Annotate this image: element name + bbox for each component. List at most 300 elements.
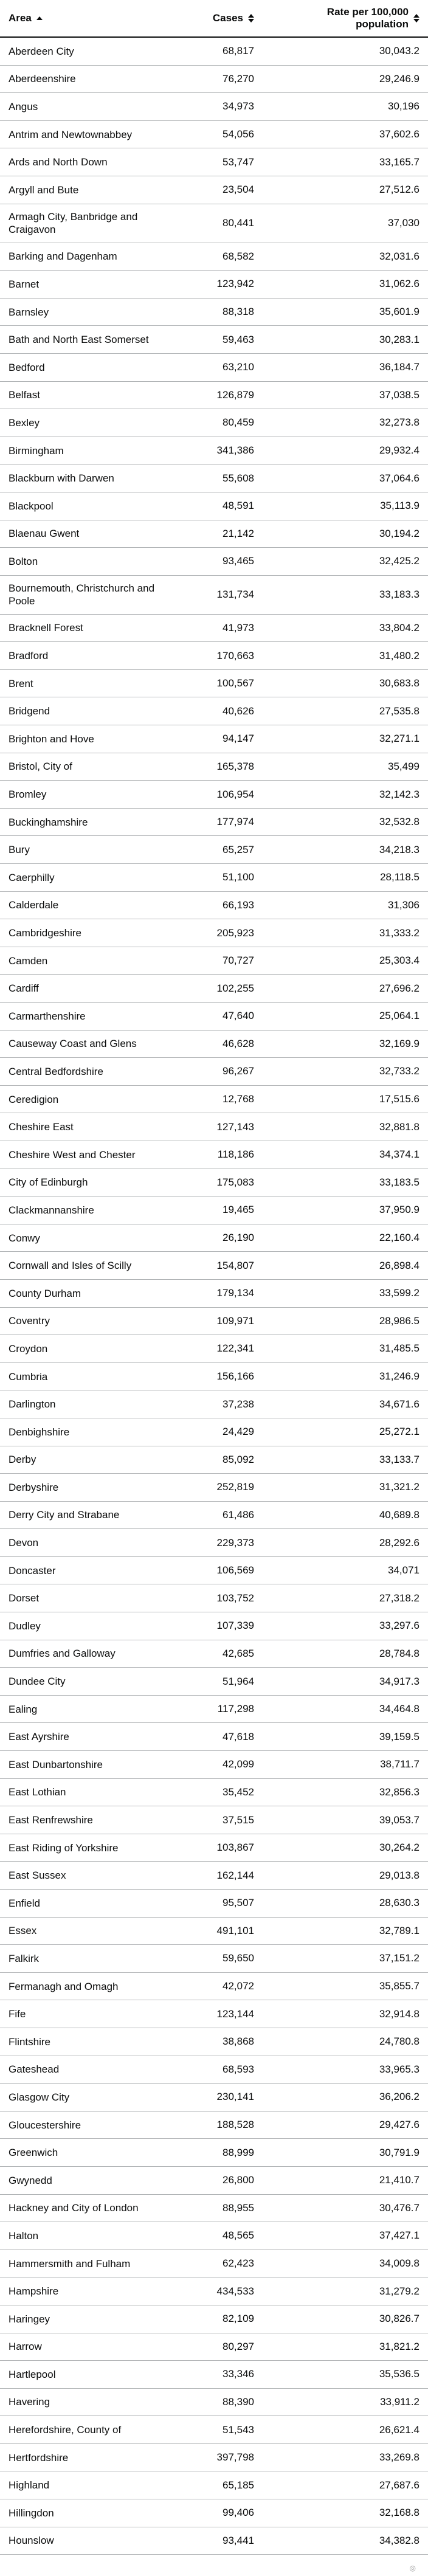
table-row [0, 2361, 428, 2389]
area-cell: Herefordshire, County of [9, 2424, 122, 2436]
area-cell: Angus [9, 100, 38, 112]
area-cell: Dundee City [9, 1676, 66, 1688]
cases-cell: 40,626 [223, 705, 254, 717]
rate-cell: 27,535.8 [379, 705, 419, 717]
rate-cell: 32,271.1 [379, 733, 419, 745]
table-row [0, 1973, 428, 2001]
area-cell: Havering [9, 2396, 50, 2408]
area-cell: Dumfries and Galloway [9, 1648, 116, 1660]
table-row [0, 121, 428, 149]
cases-cell: 65,185 [223, 2479, 254, 2491]
cases-cell: 26,800 [223, 2174, 254, 2186]
table-row [0, 1113, 428, 1141]
table-row [0, 2195, 428, 2223]
area-cell: Croydon [9, 1342, 48, 1355]
area-cell: Brighton and Hove [9, 733, 94, 745]
table-row [0, 2333, 428, 2361]
cases-cell: 26,190 [223, 1232, 254, 1244]
cases-cell: 106,569 [216, 1564, 254, 1576]
area-cell: Calderdale [9, 899, 59, 911]
area-cell: Barnet [9, 278, 40, 290]
area-header-label: Area [9, 12, 32, 24]
area-cell: Bridgend [9, 705, 50, 717]
rate-cell: 36,206.2 [379, 2091, 419, 2103]
table-row [0, 2112, 428, 2139]
cases-cell: 37,238 [223, 1398, 254, 1410]
area-cell: Central Bedfordshire [9, 1065, 103, 1077]
area-cell: Cheshire East [9, 1121, 74, 1133]
area-cell: Buckinghamshire [9, 816, 88, 828]
area-cell: Ards and North Down [9, 156, 108, 168]
area-cell: Bradford [9, 650, 49, 662]
table-row [0, 2167, 428, 2195]
rate-cell: 31,306 [388, 899, 419, 911]
cases-cell: 47,640 [223, 1010, 254, 1022]
cases-cell: 80,297 [223, 2340, 254, 2352]
table-row [0, 919, 428, 947]
cases-cell: 107,339 [216, 1620, 254, 1632]
cases-cell: 188,528 [216, 2119, 254, 2131]
sort-both-icon [248, 13, 254, 23]
area-cell: Dudley [9, 1620, 41, 1632]
rate-cell: 30,264.2 [379, 1842, 419, 1854]
table-row [0, 2056, 428, 2084]
table-row [0, 2416, 428, 2444]
area-cell: Belfast [9, 389, 40, 401]
table-row [0, 642, 428, 670]
area-cell: Bath and North East Somerset [9, 334, 149, 346]
cases-cell: 88,318 [223, 306, 254, 318]
cases-cell: 80,459 [223, 416, 254, 429]
cases-cell: 170,663 [216, 649, 254, 661]
rate-cell: 37,038.5 [379, 388, 419, 401]
sort-ascending-icon [36, 13, 43, 23]
cases-cell: 102,255 [216, 982, 254, 994]
cases-cell: 54,056 [223, 128, 254, 140]
cases-cell: 96,267 [223, 1065, 254, 1077]
area-cell: Brent [9, 677, 33, 689]
area-cell: Gwynedd [9, 2174, 52, 2186]
cases-cell: 48,565 [223, 2229, 254, 2242]
area-cell: Aberdeen City [9, 45, 74, 57]
rate-header-label-line1: Rate per 100,000 [326, 6, 409, 18]
cases-cell: 103,867 [216, 1842, 254, 1854]
rate-cell: 33,911.2 [380, 2395, 419, 2408]
table-row [0, 2222, 428, 2250]
rate-cell: 33,183.5 [379, 1176, 419, 1188]
cases-cell: 12,768 [223, 1093, 254, 1105]
cases-cell: 46,628 [223, 1037, 254, 1049]
table-row [0, 66, 428, 94]
rate-cell: 34,382.8 [379, 2534, 419, 2546]
table-row [0, 2389, 428, 2417]
rate-cell: 28,784.8 [379, 1647, 419, 1659]
area-cell: East Riding of Yorkshire [9, 1842, 119, 1854]
cases-cell: 156,166 [216, 1370, 254, 1383]
table-row [0, 2444, 428, 2472]
table-row [0, 576, 428, 615]
table-row [0, 299, 428, 326]
rate-cell: 32,789.1 [379, 1924, 419, 1936]
rate-cell: 30,683.8 [379, 677, 419, 689]
table-row [0, 520, 428, 548]
area-cell: Hillingdon [9, 2507, 54, 2519]
area-cell: East Renfrewshire [9, 1814, 93, 1826]
cases-cell: 127,143 [216, 1121, 254, 1133]
table-row [0, 1141, 428, 1169]
cases-cell: 252,819 [216, 1481, 254, 1493]
rate-cell: 27,687.6 [379, 2479, 419, 2491]
area-cell: Bristol, City of [9, 761, 72, 773]
table-row [0, 781, 428, 809]
table-row [0, 354, 428, 382]
rate-cell: 30,476.7 [379, 2201, 419, 2214]
area-cell: Birmingham [9, 444, 64, 457]
rate-cell: 31,480.2 [379, 649, 419, 661]
table-row [0, 1308, 428, 1336]
rate-cell: 34,671.6 [379, 1398, 419, 1410]
cases-cell: 123,942 [216, 278, 254, 290]
rate-cell: 30,043.2 [379, 45, 419, 57]
cases-cell: 68,593 [223, 2063, 254, 2075]
cases-cell: 93,465 [223, 555, 254, 567]
area-cell: Clackmannanshire [9, 1204, 94, 1216]
rate-cell: 33,599.2 [379, 1287, 419, 1299]
area-cell: Hackney and City of London [9, 2202, 139, 2214]
rate-cell: 21,410.7 [379, 2174, 419, 2186]
area-cell: Coventry [9, 1315, 50, 1327]
cases-cell: 19,465 [223, 1204, 254, 1216]
area-cell: Ceredigion [9, 1093, 59, 1105]
rate-cell: 28,118.5 [380, 871, 419, 883]
table-row [0, 2527, 428, 2555]
table-row [0, 1723, 428, 1751]
table-row [0, 148, 428, 176]
cases-cell: 230,141 [216, 2091, 254, 2103]
area-cell: Caerphilly [9, 871, 55, 883]
rate-cell: 28,630.3 [379, 1897, 419, 1909]
rate-cell: 31,321.2 [379, 1481, 419, 1493]
rate-cell: 17,515.6 [379, 1093, 419, 1105]
rate-cell: 34,009.8 [379, 2257, 419, 2270]
table-row [0, 2305, 428, 2333]
area-cell: City of Edinburgh [9, 1176, 88, 1189]
table-row [0, 1169, 428, 1197]
rate-cell: 32,425.2 [379, 555, 419, 567]
area-cell: Argyll and Bute [9, 184, 79, 196]
table-row [0, 809, 428, 837]
table-row [0, 2139, 428, 2167]
cases-cell: 175,083 [216, 1176, 254, 1188]
table-row [0, 2000, 428, 2028]
table-row [0, 2028, 428, 2056]
table-row [0, 1862, 428, 1890]
table-row [0, 670, 428, 698]
area-cell: Bracknell Forest [9, 622, 83, 634]
rate-cell: 31,821.2 [379, 2340, 419, 2352]
rate-cell: 30,196 [388, 100, 419, 112]
rate-cell: 32,856.3 [379, 1786, 419, 1798]
area-cell: Flintshire [9, 2036, 50, 2048]
area-cell: Highland [9, 2479, 50, 2491]
sort-rate-header[interactable] [327, 0, 419, 36]
table-row [0, 1806, 428, 1834]
rate-cell: 28,986.5 [379, 1314, 419, 1327]
area-cell: Barking and Dagenham [9, 250, 117, 263]
rate-cell: 31,246.9 [379, 1370, 419, 1383]
area-cell: Blackburn with Darwen [9, 472, 114, 485]
rate-cell: 31,279.2 [379, 2285, 419, 2297]
cases-cell: 491,101 [216, 1924, 254, 1936]
rate-cell: 33,133.7 [379, 1453, 419, 1465]
cases-cell: 51,543 [223, 2423, 254, 2436]
table-row [0, 1280, 428, 1308]
cases-cell: 51,100 [223, 871, 254, 883]
table-row [0, 836, 428, 864]
cases-cell: 41,973 [223, 621, 254, 634]
rate-cell: 31,485.5 [379, 1342, 419, 1355]
table-row [0, 1584, 428, 1612]
table-row [0, 437, 428, 465]
table-row [0, 1031, 428, 1058]
area-cell: Cumbria [9, 1370, 48, 1383]
area-cell: Blaenau Gwent [9, 528, 80, 540]
rate-cell: 33,183.3 [379, 589, 419, 601]
cases-cell: 229,373 [216, 1536, 254, 1549]
rate-cell: 35,855.7 [379, 1980, 419, 1992]
area-cell: Dorset [9, 1592, 40, 1604]
cases-cell: 66,193 [223, 899, 254, 911]
area-cell: County Durham [9, 1287, 81, 1299]
area-cell: Derry City and Strabane [9, 1509, 120, 1521]
table-row [0, 1196, 428, 1224]
cases-cell: 76,270 [223, 72, 254, 85]
rate-cell: 31,333.2 [379, 927, 419, 939]
cases-cell: 48,591 [223, 500, 254, 512]
table-row [0, 1474, 428, 1502]
cases-cell: 68,582 [223, 250, 254, 262]
area-cell: Enfield [9, 1897, 40, 1909]
rate-cell: 40,689.8 [379, 1508, 419, 1521]
rate-cell: 25,303.4 [379, 955, 419, 967]
rate-cell: 33,804.2 [379, 621, 419, 634]
area-cell: Bury [9, 844, 30, 856]
table-row [0, 753, 428, 781]
table-row [0, 409, 428, 437]
area-cell: Bromley [9, 789, 47, 801]
cases-cell: 21,142 [223, 527, 254, 539]
rate-cell: 37,950.9 [379, 1204, 419, 1216]
rate-cell: 29,246.9 [379, 72, 419, 85]
cases-cell: 106,954 [216, 788, 254, 800]
rate-header-label-line2: population [356, 18, 409, 30]
cases-cell: 434,533 [216, 2285, 254, 2297]
table-row [0, 697, 428, 725]
cases-cell: 126,879 [216, 388, 254, 401]
table-row [0, 1252, 428, 1280]
rate-cell: 32,273.8 [379, 416, 419, 429]
cases-cell: 24,429 [223, 1426, 254, 1438]
sort-both-icon [413, 13, 419, 23]
area-cell: Haringey [9, 2313, 50, 2325]
cases-cell: 99,406 [223, 2507, 254, 2519]
table-row [0, 464, 428, 492]
cases-cell: 177,974 [216, 816, 254, 828]
cases-cell: 53,747 [223, 156, 254, 168]
area-cell: Aberdeenshire [9, 73, 76, 85]
rate-cell: 39,159.5 [379, 1730, 419, 1742]
table-row [0, 1751, 428, 1779]
rate-cell: 37,064.6 [379, 472, 419, 484]
table-row [0, 492, 428, 520]
cases-cell: 93,441 [223, 2534, 254, 2546]
table-row [0, 204, 428, 243]
cases-cell: 33,346 [223, 2368, 254, 2380]
cases-cell: 23,504 [223, 184, 254, 196]
area-cell: Greenwich [9, 2147, 58, 2159]
area-cell: Carmarthenshire [9, 1010, 86, 1022]
rate-cell: 37,151.2 [379, 1952, 419, 1964]
cases-cell: 47,618 [223, 1730, 254, 1742]
table-row [0, 2084, 428, 2112]
cases-cell: 88,390 [223, 2395, 254, 2408]
rate-cell: 34,374.1 [379, 1148, 419, 1161]
rate-cell: 27,512.6 [379, 184, 419, 196]
rate-cell: 24,780.8 [379, 2036, 419, 2048]
area-cell: Camden [9, 955, 48, 967]
rate-cell: 30,194.2 [379, 527, 419, 539]
table-row [0, 1335, 428, 1363]
area-cell: Falkirk [9, 1952, 40, 1964]
cases-cell: 165,378 [216, 760, 254, 772]
rate-cell: 32,031.6 [379, 250, 419, 262]
table-row [0, 725, 428, 753]
cases-cell: 80,441 [223, 217, 254, 229]
table-row [0, 615, 428, 643]
area-cell: Cardiff [9, 982, 39, 995]
rate-cell: 33,165.7 [379, 156, 419, 168]
table-row [0, 1418, 428, 1446]
cases-cell: 154,807 [216, 1259, 254, 1271]
area-cell: Fife [9, 2008, 26, 2020]
rate-cell: 34,071 [388, 1564, 419, 1576]
area-cell: Hartlepool [9, 2368, 56, 2380]
area-cell: Devon [9, 1537, 39, 1549]
table-row [0, 1224, 428, 1252]
area-cell: Harrow [9, 2341, 42, 2353]
area-cell: Causeway Coast and Glens [9, 1038, 137, 1050]
table-row [0, 1529, 428, 1557]
cases-cell: 65,257 [223, 843, 254, 855]
area-cell: Hampshire [9, 2285, 59, 2298]
table-row [0, 1557, 428, 1585]
cases-cell: 122,341 [216, 1342, 254, 1355]
table-row [0, 176, 428, 204]
area-cell: Gloucestershire [9, 2119, 81, 2131]
rate-cell: 30,283.1 [379, 333, 419, 345]
area-cell: Bexley [9, 416, 40, 429]
area-cell: Denbighshire [9, 1426, 70, 1438]
cases-cell: 95,507 [223, 1897, 254, 1909]
area-cell: Antrim and Newtownabbey [9, 128, 133, 140]
cases-cell: 88,955 [223, 2201, 254, 2214]
cases-cell: 94,147 [223, 733, 254, 745]
rate-cell: 30,791.9 [379, 2146, 419, 2158]
sort-area-header[interactable] [9, 0, 43, 36]
rate-cell: 32,914.8 [379, 2008, 419, 2020]
table-row [0, 2499, 428, 2527]
rate-cell: 34,917.3 [379, 1675, 419, 1687]
table-row [0, 1058, 428, 1086]
cases-cell: 118,186 [217, 1148, 254, 1161]
rate-cell: 32,532.8 [379, 816, 419, 828]
table-row [0, 892, 428, 920]
rate-cell: 36,184.7 [379, 361, 419, 373]
rate-cell: 35,113.9 [380, 500, 419, 512]
area-cell: Halton [9, 2229, 39, 2242]
area-cell: Conwy [9, 1232, 40, 1244]
cases-cell: 88,999 [223, 2146, 254, 2158]
area-cell: Blackpool [9, 500, 54, 512]
cases-cell: 70,727 [223, 955, 254, 967]
cases-header-label: Cases [212, 12, 243, 24]
rate-cell: 32,881.8 [379, 1121, 419, 1133]
rate-cell: 29,932.4 [379, 444, 419, 457]
area-cell: Cheshire West and Chester [9, 1148, 136, 1161]
area-cell: East Lothian [9, 1786, 66, 1798]
cases-cell: 55,608 [223, 472, 254, 484]
cases-cell: 123,144 [216, 2008, 254, 2020]
rate-cell: 28,292.6 [379, 1536, 419, 1549]
table-row [0, 864, 428, 892]
cases-cell: 162,144 [216, 1869, 254, 1881]
cases-cell: 42,099 [223, 1758, 254, 1770]
table-row [0, 1918, 428, 1946]
cases-cell: 38,868 [223, 2036, 254, 2048]
cases-cell: 59,650 [223, 1952, 254, 1964]
rate-cell: 26,898.4 [379, 1259, 419, 1271]
table-row [0, 2471, 428, 2499]
cases-cell: 85,092 [223, 1453, 254, 1465]
rate-cell: 29,013.8 [379, 1869, 419, 1881]
table-header [0, 0, 428, 38]
rate-cell: 31,062.6 [379, 278, 419, 290]
cases-cell: 68,817 [223, 45, 254, 57]
sort-cases-header[interactable] [213, 0, 254, 36]
cases-cell: 103,752 [216, 1592, 254, 1604]
cases-cell: 397,798 [216, 2451, 254, 2464]
rate-cell: 35,499 [388, 760, 419, 772]
area-cell: Gateshead [9, 2063, 60, 2076]
table-row [0, 38, 428, 66]
table-row [0, 1945, 428, 1973]
area-cell: Bolton [9, 555, 38, 567]
cases-cell: 34,973 [223, 100, 254, 112]
rate-cell: 26,621.4 [379, 2423, 419, 2436]
cases-cell: 109,971 [216, 1314, 254, 1327]
cases-cell: 37,515 [223, 1814, 254, 1826]
table-row [0, 1446, 428, 1474]
rate-cell: 33,965.3 [379, 2063, 419, 2075]
table-row [0, 1696, 428, 1724]
cases-cell: 341,386 [216, 444, 254, 457]
area-cell: Derby [9, 1454, 36, 1466]
table-row [0, 975, 428, 1003]
area-cell: East Sussex [9, 1870, 66, 1882]
table-row [0, 271, 428, 299]
area-cell: Ealing [9, 1703, 38, 1715]
table-row [0, 1779, 428, 1807]
